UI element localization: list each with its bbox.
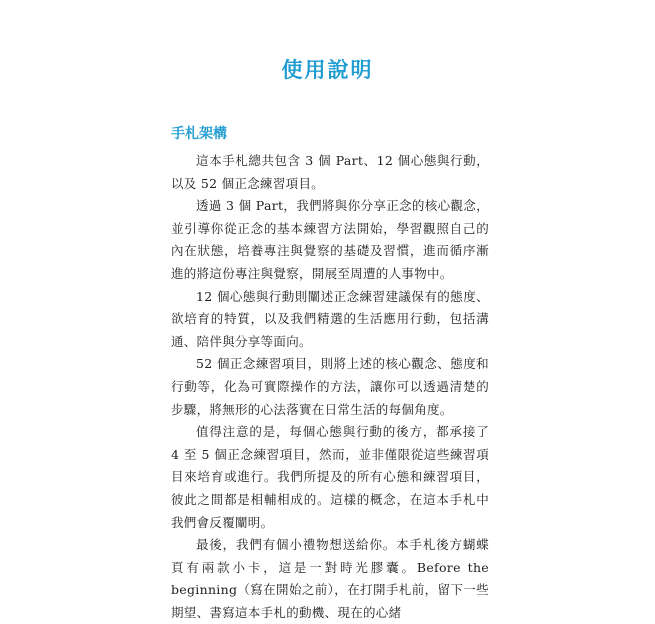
body-text xyxy=(171,150,489,624)
paragraph: 值得注意的是，每個心態與行動的後方，都承接了 4 至 5 個正念練習項目，然而，並非僅限從這些練習項目來培育或進行。我們所提及的所有心態和練習項目，彼此之間都是相輔相成的。這樣的概念，在這本手札中我們會反覆闡明。 xyxy=(171,424,489,530)
section-heading: 手札架構 xyxy=(171,126,227,142)
page-title: 使用說明 xyxy=(281,58,374,82)
paragraph: 透過 3 個 Part，我們將與你分享正念的核心觀念，並引導你從正念的基本練習方法開始，學習觀照自己的內在狀態，培養專注與覺察的基礎及習慣，進而循序漸進的將這份專注與覺察，開展至周遭的人事物中。 xyxy=(171,198,489,281)
paragraph: 這本手札總共包含 3 個 Part、12 個心態與行動，以及 52 個正念練習項目。 xyxy=(171,153,489,191)
paragraph: 12 個心態與行動則闡述正念練習建議保有的態度、欲培育的特質，以及我們精選的生活應用行動，包括溝通、陪伴與分享等面向。 xyxy=(171,288,489,349)
paragraph: 52 個正念練習項目，則將上述的核心觀念、態度和行動等，化為可實際操作的方法，讓你可以透過清楚的步驟，將無形的心法落實在日常生活的每個角度。 xyxy=(171,356,489,417)
paragraph: 最後，我們有個小禮物想送給你。本手札後方蝴蝶頁有兩款小卡，這是一對時光膠囊。Before the beginning（寫在開始之前），在打開手札前，留下一些期望、書寫這本手札的動機、現在的心緒 xyxy=(171,537,489,620)
